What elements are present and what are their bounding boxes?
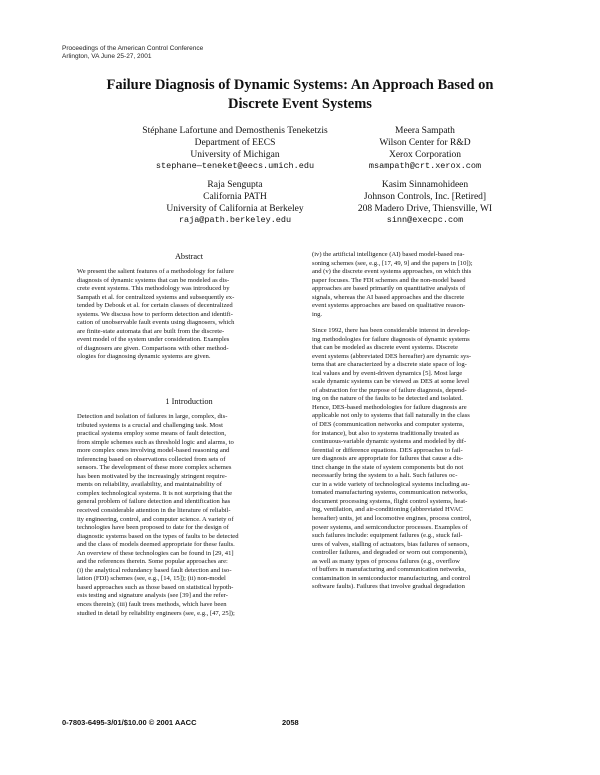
- body-line: contamination in semiconductor manufacturing, and control: [312, 574, 471, 582]
- right-column-para-2: [312, 327, 536, 592]
- author-block-michigan: [130, 126, 340, 173]
- author-dept: Department of EECS: [194, 137, 276, 148]
- body-line: as well as many types of process failures (e.g., overflow: [312, 557, 460, 565]
- abstract-line: tended by Debouk et al. for certain classes of decentralized: [77, 302, 233, 310]
- body-line: ing, ventilation, and air-conditioning (abbreviated HVAC: [312, 506, 463, 514]
- body-line: software faults). Failures that involve gradual degradation: [312, 583, 465, 591]
- abstract-line: ologies for diagnosing dynamic systems are given.: [77, 353, 211, 361]
- author-name: Raja Sengupta: [207, 180, 263, 190]
- author-org: University of Michigan: [190, 149, 280, 160]
- abstract-line: Sampath et al. for centralized systems and subsequently ex-: [77, 293, 235, 301]
- intro-line: technologies have been proposed to date for the design of: [77, 524, 229, 532]
- body-line: scale dynamic systems can be viewed as DES at some level: [312, 378, 470, 386]
- body-line: event systems approaches are based on qualitative reason-: [312, 302, 466, 310]
- body-line: such failures include: equipment failures (e.g., stuck fail-: [312, 532, 463, 540]
- intro-line: An overview of these technologies can be found in [29, 41]: [77, 549, 234, 557]
- author-name: Stéphane Lafortune and Demosthenis Teneketzis: [142, 126, 328, 136]
- body-line: ing methodologies for failure diagnosis of dynamic systems: [312, 335, 470, 343]
- intro-line: inferencing based on observations collected from sets of: [77, 455, 226, 463]
- abstract-line: are finite-state automata that are built from the discrete-: [77, 327, 225, 335]
- title-line-2: Discrete Event Systems: [228, 96, 372, 112]
- author-block-johnson: [330, 180, 520, 227]
- abstract-body: [77, 268, 301, 362]
- body-line: (iv) the artificial intelligence (AI) based model-based rea-: [312, 251, 465, 258]
- abstract-line: cation of unobservable fault events using diagnosers, which: [77, 319, 235, 327]
- paper-title: [0, 76, 600, 114]
- body-line: ing on the nature of the faults to be detected and isolated.: [312, 395, 463, 403]
- body-line: continuous-variable dynamic systems and modeled by dif-: [312, 438, 467, 446]
- body-line: event systems (abbreviated DES hereafter) are dynamic sys-: [312, 352, 472, 360]
- intro-line: received considerable attention in the literature of reliabil-: [77, 507, 231, 515]
- body-line: hereafter) units, jet and locomotive engines, process control,: [312, 515, 472, 523]
- intro-line: complex technological systems. It is not surprising that the: [77, 489, 233, 497]
- intro-line: and the references therein. Some popular approaches are:: [77, 558, 228, 566]
- abstract-line: diagnosis of dynamic systems that can be modeled as dis-: [77, 276, 230, 284]
- author-block-berkeley: [135, 180, 335, 227]
- body-line: controller failures, and degraded or worn out components),: [312, 549, 468, 557]
- body-line: ing.: [312, 310, 323, 318]
- author-name: Kasim Sinnamohideen: [381, 180, 469, 190]
- intro-line: tributed systems is a crucial and challenging task. Most: [77, 421, 223, 429]
- intro-line: general problem of failure detection and identification has: [77, 498, 231, 506]
- body-line: paper focuses. The FDI schemes and the non-model based: [312, 276, 466, 284]
- intro-line: from simple schemes such as threshold logic and alarms, to: [77, 438, 234, 446]
- abstract-line: We present the salient features of a methodology for failure: [77, 268, 234, 275]
- body-line: power systems, and semiconductor processes. Examples of: [312, 523, 468, 531]
- author-dept: California PATH: [203, 191, 267, 202]
- abstract-line: systems. We discuss how to perform detection and identifi-: [77, 310, 233, 318]
- author-org: University of California at Berkeley: [166, 203, 304, 214]
- intro-line: and the class of models deemed appropriate for these faults.: [77, 541, 235, 549]
- body-line: and (v) the discrete event systems approaches, on which this: [312, 268, 472, 276]
- author-email: sinn@execpc.com: [386, 215, 464, 226]
- body-line: for instance), but also to systems traditionally treated as: [312, 429, 460, 437]
- body-line: applicable not only to systems that fall naturally in the class: [312, 412, 470, 420]
- introduction-body: [77, 413, 301, 618]
- body-line: tinct change in the state of system components but do not: [312, 463, 464, 471]
- conference-header: [62, 45, 203, 61]
- intro-line: based approaches such as those based on statistical hypoth-: [77, 583, 234, 591]
- body-line: Hence, DES-based methodologies for failure diagnosis are: [312, 403, 467, 411]
- author-block-xerox: [340, 126, 510, 173]
- body-line: ferential or difference equations. DES approaches to fail-: [312, 446, 463, 454]
- introduction-heading: 1 Introduction: [165, 397, 213, 406]
- intro-line: lation (FDI) schemes (see, e.g., [14, 15]); (ii) non-model: [77, 575, 226, 583]
- author-email: stephane—teneket@eecs.umich.edu: [155, 161, 315, 172]
- body-line: ures of valves, stalling of actuators, bias failures of sensors,: [312, 540, 470, 548]
- author-email: msampath@crt.xerox.com: [368, 161, 482, 172]
- intro-line: studied in detail by reliability engineers (see, e.g., [47, 25]);: [77, 609, 235, 617]
- intro-line: sensors. The development of these more complex schemes: [77, 464, 232, 472]
- author-org: 208 Madero Drive, Thiensville, WI: [357, 203, 493, 214]
- body-line: cur in a wide variety of technological systems including au-: [312, 480, 470, 488]
- intro-line: (i) the analytical redundancy based fault detection and iso-: [77, 566, 232, 574]
- body-line: that can be modeled as discrete event systems. Discrete: [312, 344, 458, 352]
- page-number: 2058: [282, 718, 299, 727]
- conference-name: Proceedings of the American Control Conference: [62, 45, 204, 52]
- body-line: document processing systems, flight control systems, heat-: [312, 497, 468, 505]
- author-org: Xerox Corporation: [388, 149, 462, 160]
- body-line: ical values and by event-driven dynamics [5]. Most large: [312, 369, 463, 377]
- intro-line: ments on reliability, availability, and maintainability of: [77, 481, 222, 489]
- author-name: Meera Sampath: [395, 126, 455, 136]
- intro-line: practical systems employ some means of fault detection,: [77, 430, 227, 438]
- body-line: tomated manufacturing systems, communication networks,: [312, 489, 468, 497]
- intro-line: ity engineering, control, and computer science. A variety of: [77, 515, 234, 523]
- intro-line: more complex ones involving model-based reasoning and: [77, 447, 230, 455]
- intro-line: esis testing and signature analysis (see [39] and the refer-: [77, 592, 228, 600]
- right-column-para-1: [312, 251, 536, 319]
- intro-line: has been motivated by the increasingly stringent require-: [77, 472, 227, 480]
- body-line: approaches are based primarily on quantitative analysis of: [312, 285, 466, 293]
- copyright-line: 0-7803-6495-3/01/$10.00 © 2001 AACC: [62, 718, 197, 727]
- abstract-line: of diagnosers are given. Comparisons with other method-: [77, 344, 229, 352]
- intro-line: Detection and isolation of failures in large, complex, dis-: [77, 413, 228, 420]
- intro-line: diagnostic systems based on the types of faults to be detected: [77, 532, 239, 540]
- body-line: of abstraction for the purpose of failure diagnosis, depend-: [312, 386, 467, 394]
- body-line: necessarily bring the system to a halt. Such failures oc-: [312, 472, 458, 480]
- body-line: ure diagnosis are appropriate for failures that cause a dis-: [312, 455, 464, 463]
- author-email: raja@path.berkeley.edu: [178, 215, 292, 226]
- abstract-line: crete event systems. This methodology was introduced by: [77, 285, 230, 293]
- author-dept: Johnson Controls, Inc. [Retired]: [363, 191, 487, 202]
- body-line: tems that are characterized by a discrete state space of log-: [312, 361, 467, 369]
- author-dept: Wilson Center for R&D: [379, 137, 471, 148]
- body-line: of DES (communication networks and computer systems,: [312, 421, 465, 429]
- conference-location: Arlington, VA June 25-27, 2001: [62, 53, 152, 60]
- body-line: Since 1992, there has been considerable interest in develop-: [312, 327, 471, 334]
- body-line: soning schemes (see, e.g., [17, 49, 9] and the papers in [10]);: [312, 259, 473, 267]
- abstract-line: event model of the system under consideration. Examples: [77, 336, 230, 344]
- intro-line: ences therein); (iii) fault trees methods, which have been: [77, 601, 227, 609]
- body-line: of buffers in manufacturing and communication networks,: [312, 566, 466, 574]
- abstract-heading: Abstract: [174, 252, 204, 261]
- title-line-1: Failure Diagnosis of Dynamic Systems: An Approach Based on: [106, 77, 494, 93]
- body-line: signals, whereas the AI based approaches and the discrete: [312, 293, 465, 301]
